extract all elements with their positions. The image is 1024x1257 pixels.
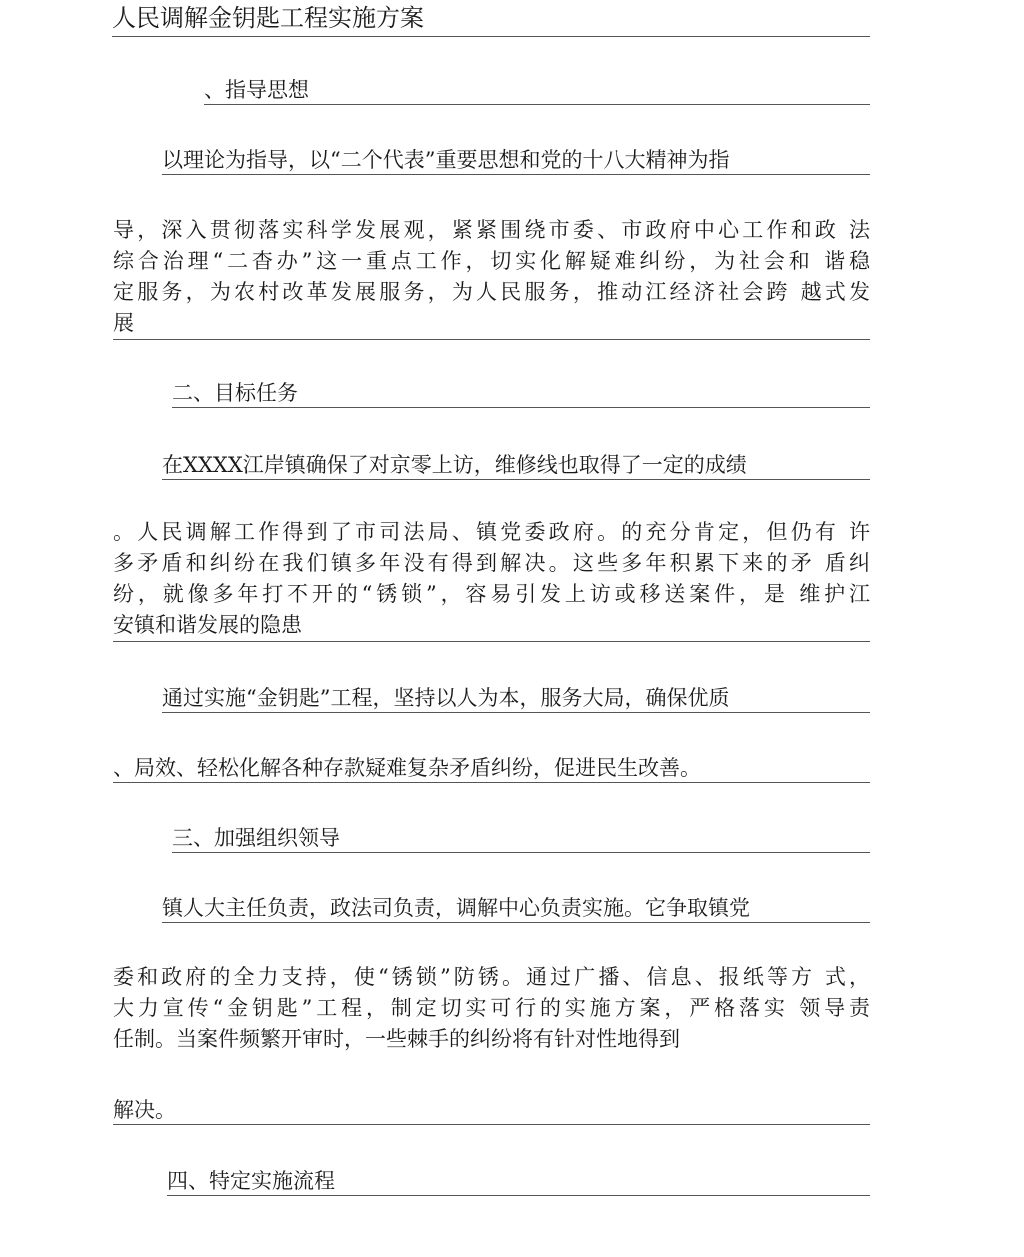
section-body-paragraph bbox=[113, 517, 870, 642]
section-body-paragraph: 、局效、轻松化解各种存款疑难复杂矛盾纠纷，促进民生改善。 bbox=[113, 754, 870, 783]
paragraph-line: 纷，就像多年打不开的“锈锁”，容易引发上访或移送案件，是 维护江 bbox=[113, 582, 870, 606]
section-body-tail: 解决。 bbox=[113, 1096, 870, 1125]
section-heading-organization-leadership: 三、加强组织领导 bbox=[172, 824, 870, 853]
paragraph-line: 安镇和谐发展的隐患 bbox=[113, 613, 302, 637]
paragraph-line: 展 bbox=[113, 311, 134, 335]
paragraph-line: 委和政府的全力支持，使“锈锁”防锈。通过广播、信息、报纸等方 式， bbox=[113, 965, 870, 989]
section-lead-paragraph: 镇人大主任负责，政法司负责，调解中心负责实施。它争取镇党 bbox=[162, 894, 870, 923]
section-lead-paragraph: 在XXXX江岸镇确保了对京零上访，维修线也取得了一定的成绩 bbox=[162, 451, 870, 480]
paragraph-line: 任制。当案件频繁开审时，一些棘手的纠纷将有针对性地得到 bbox=[113, 1027, 680, 1051]
section-body-paragraph bbox=[113, 962, 870, 1055]
paragraph-line: 多矛盾和纠纷在我们镇多年没有得到解决。这些多年积累下来的矛 盾纠 bbox=[113, 551, 870, 575]
document-title: 人民调解金钥匙工程实施方案 bbox=[112, 0, 870, 37]
section-heading-implementation-process: 四、特定实施流程 bbox=[167, 1167, 870, 1196]
paragraph-line: 综合治理“二杳办”这一重点工作，切实化解疑难纠纷，为社会和 谐稳 bbox=[113, 249, 870, 273]
section-lead-paragraph: 以理论为指导，以“二个代表”重要思想和党的十八大精神为指 bbox=[162, 146, 870, 175]
paragraph-line: 。人民调解工作得到了市司法局、镇党委政府。的充分肯定，但仍有 许 bbox=[113, 520, 870, 544]
paragraph-line: 大力宣传“金钥匙”工程，制定切实可行的实施方案，严格落实 领导责 bbox=[113, 996, 870, 1020]
section-heading-goals-tasks: 二、目标任务 bbox=[172, 379, 870, 408]
paragraph-line: 导，深入贯彻落实科学发展观，紧紧围绕市委、市政府中心工作和政 法 bbox=[113, 218, 870, 242]
section-body-paragraph bbox=[113, 215, 870, 340]
section-heading-guiding-ideology: 、指导思想 bbox=[204, 76, 870, 105]
paragraph-line: 定服务，为农村改革发展服务，为人民服务，推动江经济社会跨 越式发 bbox=[113, 280, 870, 304]
section-lead-paragraph: 通过实施“金钥匙”工程，坚持以人为本，服务大局，确保优质 bbox=[162, 684, 870, 713]
